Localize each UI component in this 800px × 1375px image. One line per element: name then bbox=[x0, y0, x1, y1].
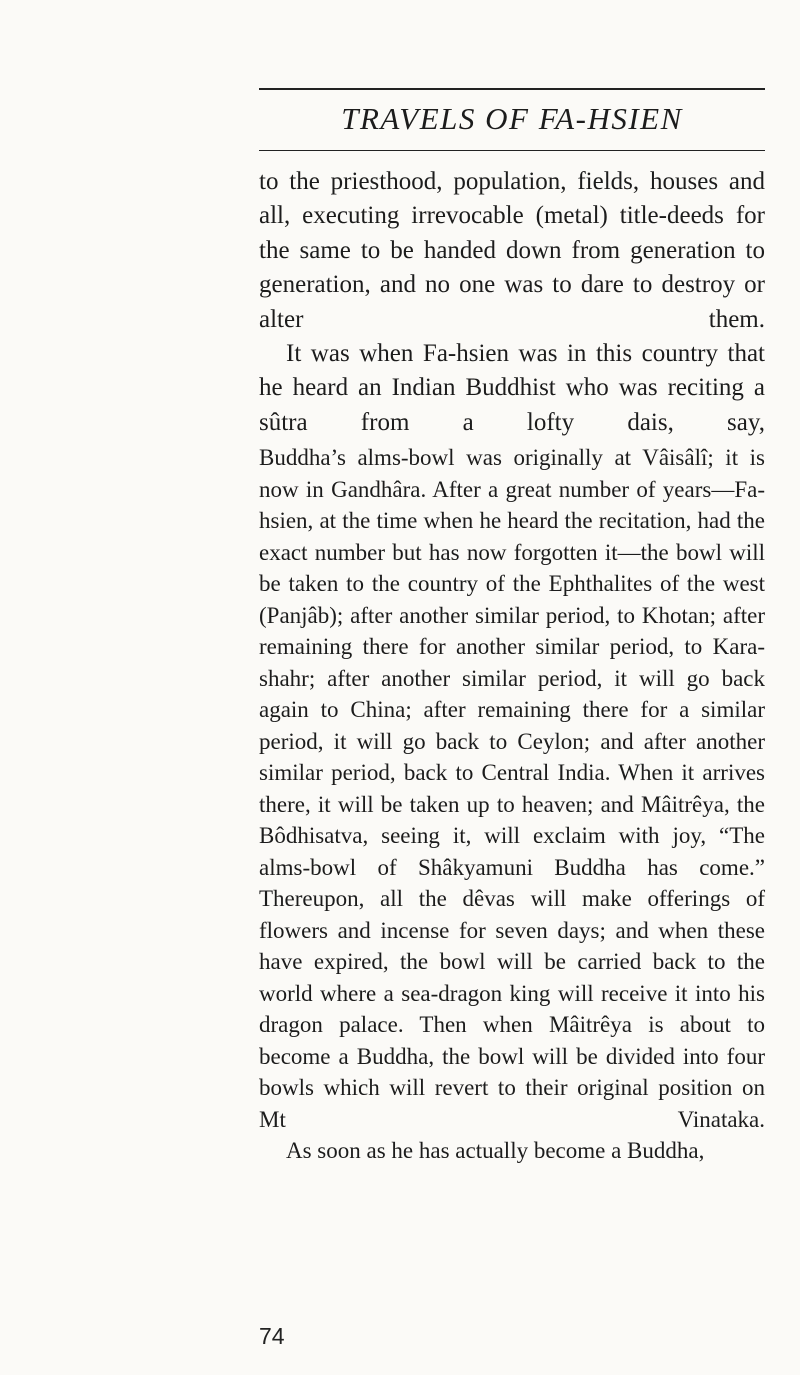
body-paragraph: It was when Fa-hsien was in this country that he heard an Indian Buddhist who was reciting a sûtra from a lofty dais, say, bbox=[259, 340, 765, 436]
running-head: TRAVELS OF FA-HSIEN bbox=[341, 101, 683, 136]
quoted-recitation bbox=[259, 442, 765, 1167]
page-number: 74 bbox=[259, 1323, 285, 1349]
header-rule-top bbox=[259, 88, 765, 90]
quote-paragraph: Buddha’s alms-bowl was originally at Vâisâlî; it is now in Gandhâra. After a great number of years—Fa-hsien, at the time when he heard the recitation, had the exact number but has now forgotten it—the bowl will be taken to the country of the Ephthalites of the west (Panjâb); after another similar period, to Khotan; after remaining there for another similar period, to Kara-shahr; after another similar period, it will go back again to China; after remaining there for a similar period, it will go back to Ceylon; and after another similar period, back to Central India. When it arrives there, it will be taken up to heaven; and Mâitrêya, the Bôdhisatva, seeing it, will exclaim with joy, “The alms-bowl of Shâkyamuni Buddha has come.” Thereupon, all the dêvas will make offerings of flowers and incense for seven days; and when these have expired, the bowl will be carried back to the world where a sea-dragon king will receive it into his dragon palace. Then when Mâitrêya is about to become a Buddha, the bowl will be divided into four bowls which will revert to their original position on Mt Vinataka. bbox=[259, 445, 765, 1132]
main-text bbox=[259, 165, 765, 440]
quote-paragraph: As soon as he has actually become a Buddha, bbox=[286, 1138, 705, 1163]
body-paragraph: to the priesthood, population, fields, houses and all, executing irrevocable (metal) title-deeds for the same to be handed down from generation to generation, and no one was to dare to destroy or alter them. bbox=[259, 168, 765, 333]
header-rule-bottom bbox=[259, 150, 765, 151]
